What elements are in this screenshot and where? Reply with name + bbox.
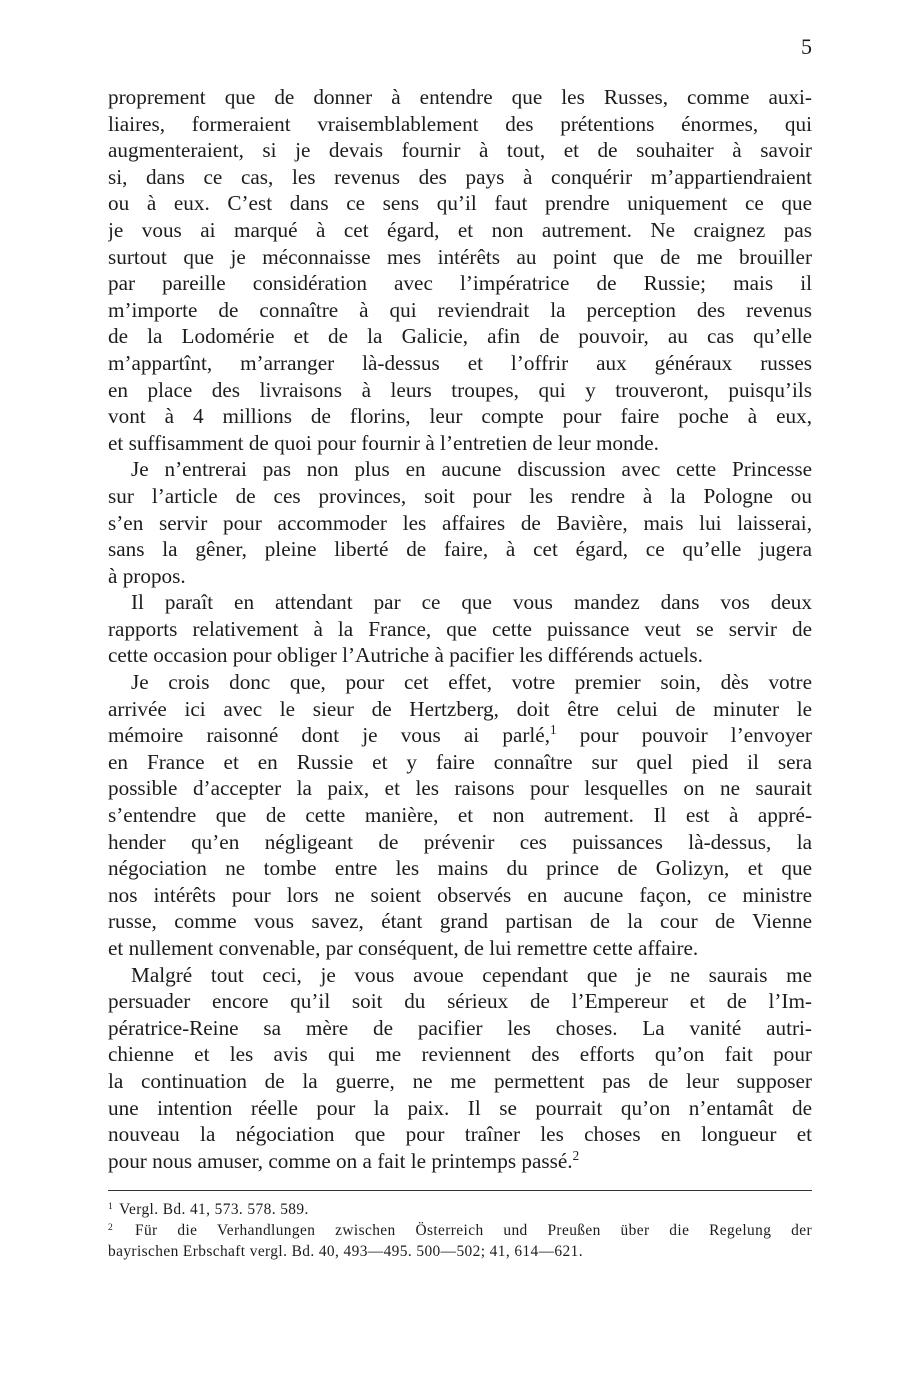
footnote-line: bayrischen Erbschaft vergl. Bd. 40, 493—495. 500—502; 41, 614—621. [108, 1243, 583, 1260]
text-line: m’appartînt, m’arranger là-dessus et l’offrir aux généraux russes [108, 350, 812, 375]
text-line: augmenteraient, si je devais fournir à tout, et de souhaiter à savoir [108, 138, 812, 163]
text-line: par pareille considération avec l’impératrice de Russie; mais il [108, 271, 812, 296]
footnote-divider [108, 1190, 812, 1191]
paragraph [108, 962, 812, 1175]
text-segment: pour nous amuser, comme on a fait le printemps passé. [108, 1148, 573, 1173]
paragraph [108, 84, 812, 456]
text-line: la continuation de la guerre, ne me permettent pas de leur supposer [108, 1068, 812, 1093]
paragraph [108, 589, 812, 669]
text-line: cette occasion pour obliger l’Autriche à pacifier les différends actuels. [108, 643, 703, 668]
text-line: sur l’article de ces provinces, soit pour les rendre à la Pologne ou [108, 483, 812, 508]
text-line: et nullement convenable, par conséquent, de lui remettre cette affaire. [108, 936, 699, 960]
footnote-text: Für die Verhandlungen zwischen Österreich und Preußen über die Regelung der [135, 1222, 812, 1239]
text-line: m’importe de connaître à qui reviendrait la perception des revenus [108, 297, 812, 322]
text-line: une intention réelle pour la paix. Il se pourrait qu’on n’entamât de [108, 1095, 812, 1120]
text-line: surtout que je méconnaisse mes intérêts au point que de me brouiller [108, 244, 812, 269]
text-line: persuader encore qu’il soit du sérieux de l’Empereur et de l’Im- [108, 989, 812, 1014]
text-line: pératrice-Reine sa mère de pacifier les choses. La vanité autri- [108, 1015, 812, 1040]
text-line: en France et en Russie et y faire connaître sur quel pied il sera [108, 749, 812, 774]
footnote-mark: 1 [108, 1200, 114, 1212]
text-line: liaires, formeraient vraisemblablement des prétentions énormes, qui [108, 111, 812, 136]
footnote-mark: 2 [108, 1221, 114, 1233]
text-line: Il paraît en attendant par ce que vous mandez dans vos deux [131, 590, 812, 615]
footnote-text: Vergl. Bd. 41, 573. 578. 589. [119, 1201, 309, 1218]
text-line: possible d’accepter la paix, et les raisons pour lesquelles on ne saurait [108, 776, 812, 801]
text-line: s’entendre que de cette manière, et non autrement. Il est à appré- [108, 803, 812, 828]
text-line: je vous ai marqué à cet égard, et non autrement. Ne craignez pas [108, 217, 812, 242]
text-line: chienne et les avis qui me reviennent des efforts qu’on fait pour [108, 1042, 812, 1067]
text-line: Malgré tout ceci, je vous avoue cependant que je ne saurais me [131, 962, 812, 987]
text-segment: mémoire raisonné dont je vous ai parlé, [108, 723, 550, 748]
text-line-with-footnote-ref [108, 1148, 812, 1175]
text-segment: pour pouvoir l’envoyer [556, 723, 812, 748]
footnote [108, 1199, 812, 1220]
body-text [108, 84, 812, 1174]
paragraph [108, 669, 812, 962]
text-line: hender qu’en négligeant de prévenir ces puissances là-dessus, la [108, 829, 812, 854]
text-line: russe, comme vous savez, étant grand partisan de la cour de Vienne [108, 909, 812, 934]
footnotes [108, 1199, 812, 1262]
text-line: Je n’entrerai pas non plus en aucune discussion avec cette Princesse [131, 457, 812, 482]
text-line: de la Lodomérie et de la Galicie, afin de pouvoir, au cas qu’elle [108, 324, 812, 349]
text-line: vont à 4 millions de florins, leur compte pour faire poche à eux, [108, 404, 812, 429]
page-number: 5 [801, 34, 812, 59]
text-line: s’en servir pour accommoder les affaires de Bavière, mais lui laisserai, [108, 510, 812, 535]
text-line: nos intérêts pour lors ne soient observés en aucune façon, ce ministre [108, 882, 812, 907]
text-line: si, dans ce cas, les revenus des pays à conquérir m’appartiendraient [108, 164, 812, 189]
footnote-line [108, 1220, 812, 1241]
footnote-ref: 2 [572, 1147, 580, 1163]
text-line: négociation ne tombe entre les mains du prince de Golizyn, et que [108, 856, 812, 881]
text-line: en place des livraisons à leurs troupes, qui y trouveront, puisqu’ils [108, 377, 812, 402]
footnote-line [108, 1199, 812, 1220]
footnote-ref: 1 [550, 722, 557, 738]
footnote [108, 1220, 812, 1262]
text-line: proprement que de donner à entendre que les Russes, comme auxi- [108, 85, 812, 109]
text-line-with-footnote-ref [108, 722, 812, 749]
text-line: ou à eux. C’est dans ce sens qu’il faut prendre uniquement ce que [108, 191, 812, 216]
text-line: nouveau la négociation que pour traîner les choses en longueur et [108, 1122, 812, 1147]
text-line: sans la gêner, pleine liberté de faire, à cet égard, ce qu’elle jugera [108, 537, 812, 562]
paragraph [108, 456, 812, 589]
text-line: arrivée ici avec le sieur de Hertzberg, doit être celui de minuter le [108, 696, 812, 721]
text-line: à propos. [108, 563, 186, 588]
text-line: rapports relativement à la France, que cette puissance veut se servir de [108, 616, 812, 641]
text-line: Je crois donc que, pour cet effet, votre premier soin, dès votre [131, 670, 812, 695]
text-line: et suffisamment de quoi pour fournir à l’entretien de leur monde. [108, 430, 659, 455]
